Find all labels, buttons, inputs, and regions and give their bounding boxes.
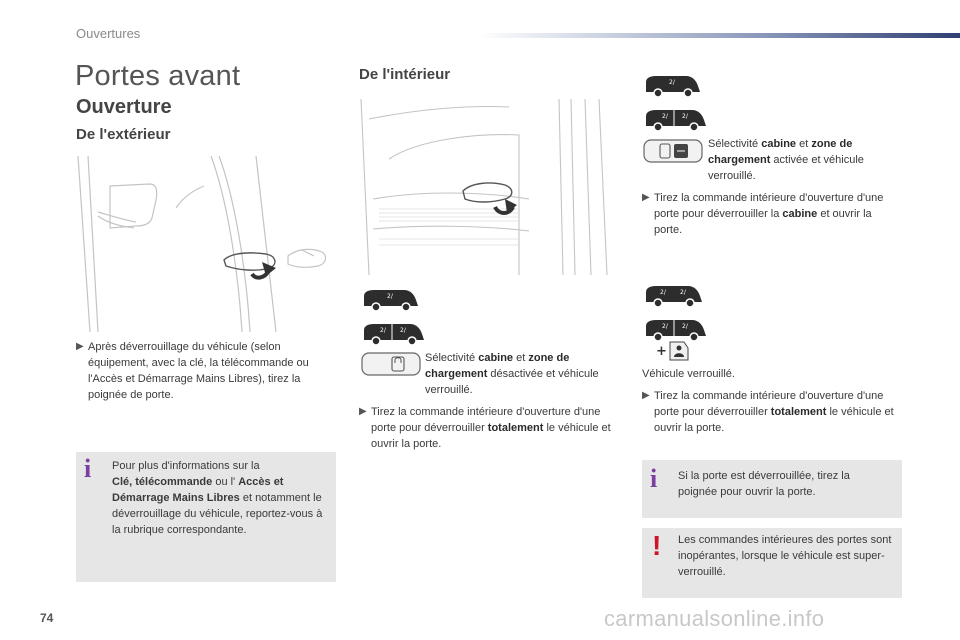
warning-icon: ! — [652, 530, 662, 561]
svg-text:2/: 2/ — [662, 113, 668, 120]
exterior-instruction — [76, 339, 326, 403]
key-fob-icon — [642, 138, 704, 164]
warning-box — [642, 528, 902, 598]
page-title: Portes avant — [75, 60, 241, 92]
svg-text:2/: 2/ — [662, 323, 668, 330]
case1-description: Sélectivité cabine et zone de chargement désactivée et véhicule verrouillé. — [425, 352, 599, 396]
case3-description: Véhicule verrouillé. — [642, 368, 735, 380]
van-icon-locked — [642, 70, 702, 100]
interior-door-illustration — [359, 99, 619, 275]
exterior-info-text: Pour plus d'informations sur la Clé, télécommande ou l' Accès et Démarrage Mains Libres et notamment le déverrouillage du véhicule, reportez-vous à la rubrique correspondante. — [112, 460, 323, 536]
watermark: carmanualsonline.info — [604, 606, 825, 631]
svg-text:2/: 2/ — [682, 323, 688, 330]
exterior-door-illustration — [76, 156, 336, 332]
section-title: Ouvertures — [76, 26, 141, 41]
warning-text: Les commandes intérieures des portes sont inopérantes, lorsque le véhicule est super-verrouillé. — [678, 534, 892, 578]
interior-info-text: Si la porte est déverrouillée, tirez la poignée pour ouvrir la porte. — [678, 470, 850, 498]
svg-text:2/: 2/ — [400, 327, 406, 334]
bullet-marker-icon: ▶ — [642, 390, 650, 401]
key-fob-icon — [360, 351, 422, 377]
van-icon-locked-zones — [642, 104, 708, 134]
info-icon: i — [650, 464, 658, 493]
van-icon-locked — [360, 284, 420, 314]
case3-instruction: ▶ Tirez la commande intérieure d'ouverture d'une porte pour déverrouiller totalement le véhicule et ouvrir la porte. — [642, 390, 894, 434]
exterior-instruction-text: Après déverrouillage du véhicule (selon équipement, avec la clé, la télécommande ou l'Accès et Démarrage Mains Libres), tirez la poignée de porte. — [88, 341, 309, 401]
case2-description: Sélectivité cabine et zone de chargement activée et véhicule verrouillé. — [708, 138, 864, 182]
lock-button-icon — [656, 340, 690, 362]
svg-text:2/: 2/ — [380, 327, 386, 334]
van-icon-locked — [642, 280, 704, 310]
svg-text:2/: 2/ — [682, 113, 688, 120]
svg-text:2/: 2/ — [680, 289, 686, 296]
section-subtitle: Ouverture — [76, 96, 172, 118]
page-number: 74 — [40, 611, 54, 625]
header-accent-bar — [478, 33, 960, 38]
info-icon: i — [84, 454, 92, 483]
svg-text:2/: 2/ — [669, 79, 675, 86]
interior-heading: De l'intérieur — [359, 66, 451, 83]
van-icon-locked-zones — [360, 318, 426, 348]
case1-instruction: ▶ Tirez la commande intérieure d'ouverture d'une porte pour déverrouiller totalement le véhicule et ouvrir la porte. — [359, 406, 611, 450]
bullet-marker-icon: ▶ — [76, 341, 84, 352]
svg-text:+: + — [656, 344, 667, 359]
exterior-info-box — [76, 452, 336, 582]
interior-info-box — [642, 460, 902, 518]
bullet-marker-icon: ▶ — [642, 192, 650, 203]
bullet-marker-icon: ▶ — [359, 406, 367, 417]
exterior-heading: De l'extérieur — [76, 126, 171, 143]
svg-text:2/: 2/ — [387, 293, 393, 300]
case2-instruction: ▶ Tirez la commande intérieure d'ouverture d'une porte pour déverrouiller la cabine et ouvrir la porte. — [642, 192, 884, 236]
svg-text:2/: 2/ — [660, 289, 666, 296]
